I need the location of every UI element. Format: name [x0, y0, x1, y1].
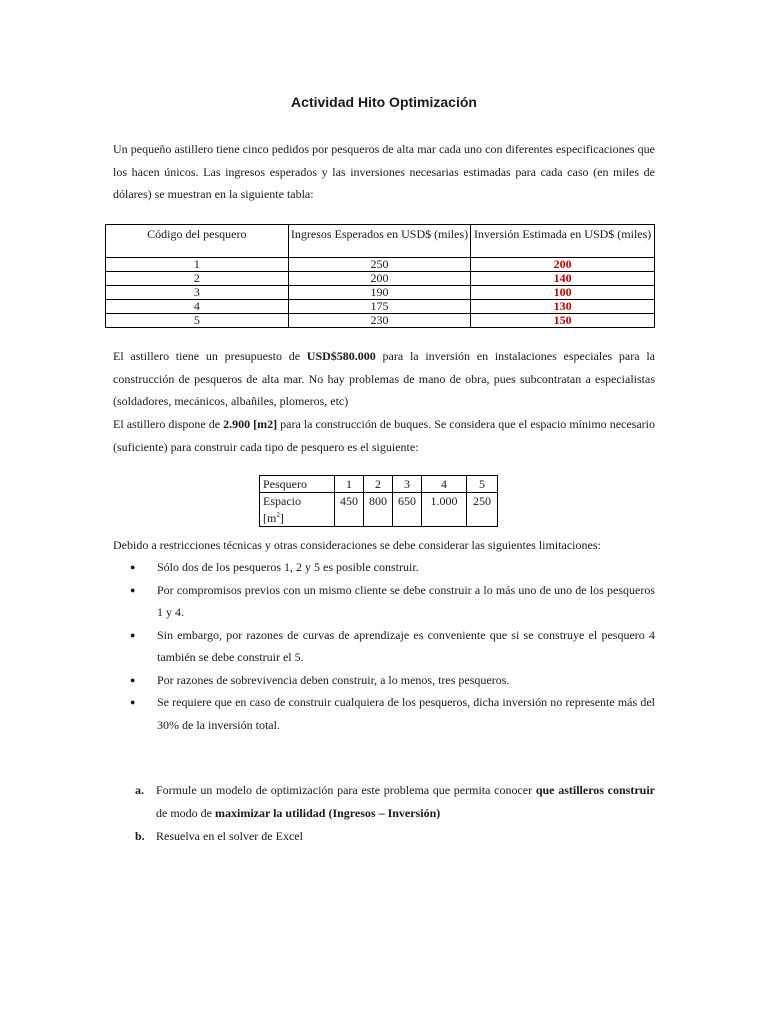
list-item: [130, 579, 655, 624]
space-value: 800: [364, 493, 393, 527]
document-title: Actividad Hito Optimización: [291, 94, 477, 110]
income-investment-table: [105, 224, 655, 328]
question-a-bold-1: que astilleros construir: [535, 783, 655, 797]
pesquero-id: 3: [393, 476, 422, 493]
question-b: [135, 825, 655, 848]
bullet-icon: ●: [130, 697, 136, 707]
cell-code: 3: [106, 286, 289, 300]
cell-code: 1: [106, 258, 289, 272]
pesquero-id: 1: [335, 476, 364, 493]
cell-investment: 100: [471, 286, 655, 300]
row-label-espacio: [260, 493, 335, 527]
question-a-label: a.: [135, 783, 144, 797]
space-table-row-ids: [260, 476, 498, 493]
cell-income: 230: [288, 314, 471, 328]
question-b-label: b.: [135, 829, 145, 843]
question-a-mid: de modo de: [156, 805, 215, 820]
budget-paragraph: [113, 345, 655, 413]
table-row: [106, 286, 655, 300]
cell-code: 5: [106, 314, 289, 328]
cell-investment: 140: [471, 272, 655, 286]
restrictions-list: [130, 556, 655, 736]
space-table: [259, 475, 498, 527]
header-income: Ingresos Esperados en USD$ (miles): [288, 225, 471, 258]
header-investment: Inversión Estimada en USD$ (miles): [471, 225, 655, 258]
space-table-row-values: [260, 493, 498, 527]
table-row: [106, 314, 655, 328]
budget-text-pre: El astillero tiene un presupuesto de: [113, 349, 307, 363]
cell-code: 2: [106, 272, 289, 286]
restriction-text: Por compromisos previos con un mismo cliente se debe construir a lo más uno de uno de los pesqueros 1 y 4.: [157, 582, 655, 619]
table-row: [106, 272, 655, 286]
unit-close: ]: [279, 511, 284, 525]
row-label-pesquero: Pesquero: [260, 476, 335, 493]
table-row: [106, 258, 655, 272]
bullet-icon: ●: [130, 562, 136, 572]
table-header-row: [106, 225, 655, 258]
pesquero-id: 4: [422, 476, 467, 493]
list-item: [130, 624, 655, 669]
cell-investment: 200: [471, 258, 655, 272]
bullet-icon: ●: [130, 629, 136, 640]
espacio-label: Espacio: [263, 494, 301, 508]
cell-investment: 130: [471, 300, 655, 314]
bullet-icon: ●: [130, 584, 136, 595]
restriction-text: Se requiere que en caso de construir cualquiera de los pesqueros, dicha inversión no represente más del 30% de la inversión total.: [157, 695, 655, 732]
space-paragraph: [113, 413, 655, 458]
restriction-text: Por razones de sobrevivencia deben construir, a lo menos, tres pesqueros.: [157, 672, 510, 687]
unit-open: [m: [263, 511, 277, 525]
budget-text-post: para la inversión en instalaciones especiales para la construcción de pesqueros de alta mar. No hay problemas de mano de obra, pues subcontratan a especialistas (soldadores, mecánicos, albañiles, plomeros, etc): [113, 349, 655, 408]
header-code: Código del pesquero: [106, 225, 289, 258]
restriction-text: Sin embargo, por razones de curvas de aprendizaje es conveniente que si se construye el pesquero 4 también se debe construir el 5.: [157, 627, 655, 664]
list-item: [130, 556, 655, 579]
pesquero-id: 5: [467, 476, 498, 493]
space-value: 450: [335, 493, 364, 527]
cell-code: 4: [106, 300, 289, 314]
question-a-pre: Formule un modelo de optimización para este problema que permita conocer: [156, 783, 536, 797]
pesquero-id: 2: [364, 476, 393, 493]
list-item: [130, 691, 655, 736]
question-b-text: Resuelva en el solver de Excel: [156, 829, 303, 843]
question-a-bold-2: maximizar la utilidad (Ingresos – Inversión): [215, 805, 441, 820]
space-value: 650: [393, 493, 422, 527]
cell-income: 200: [288, 272, 471, 286]
question-a: [135, 779, 655, 824]
cell-income: 190: [288, 286, 471, 300]
list-item: [130, 669, 655, 692]
unit-superscript: 2: [276, 511, 280, 519]
cell-income: 175: [288, 300, 471, 314]
space-amount: 2.900 [m2]: [223, 417, 278, 431]
cell-income: 250: [288, 258, 471, 272]
budget-amount: USD$580.000: [306, 349, 376, 363]
restriction-text: Sólo dos de los pesqueros 1, 2 y 5 es posible construir.: [157, 560, 419, 574]
bullet-icon: ●: [130, 674, 136, 685]
space-text-post: para la construcción de buques. Se considera que el espacio mínimo necesario (suficiente) para construir cada tipo de pesquero es el siguiente:: [113, 417, 655, 454]
restrictions-intro: Debido a restricciones técnicas y otras consideraciones se debe considerar las siguientes limitaciones:: [113, 538, 601, 552]
question-a-text: [135, 779, 655, 824]
space-value: 1.000: [422, 493, 467, 527]
intro-paragraph: Un pequeño astillero tiene cinco pedidos por pesqueros de alta mar cada uno con diferentes especificaciones que los hacen únicos. Las ingresos esperados y las inversiones necesarias estimadas para cada caso (en miles de dólares) se muestran en la siguiente tabla:: [113, 142, 655, 201]
space-value: 250: [467, 493, 498, 527]
space-text-pre: El astillero dispone de: [113, 417, 224, 431]
cell-investment: 150: [471, 314, 655, 328]
table-row: [106, 300, 655, 314]
